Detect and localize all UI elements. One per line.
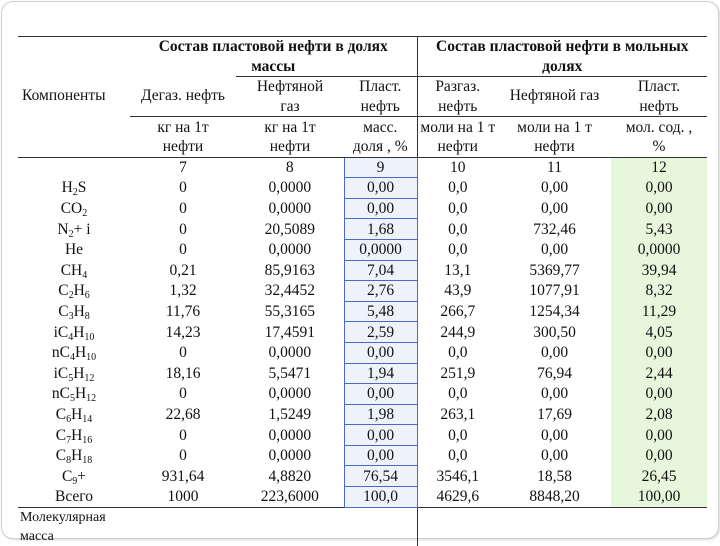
table-cell: 2,59 (344, 322, 417, 343)
table-cell: 11,76 (165, 303, 201, 321)
table-cell: 0,0 (417, 198, 498, 219)
table-cell: 3546,1 (417, 466, 498, 487)
table-cell: 0,00 (540, 426, 569, 444)
table-cell: 76,94 (537, 364, 572, 382)
table-cell: 0,00 (344, 178, 417, 199)
table-row (18, 260, 707, 281)
component-formula: He (64, 241, 84, 259)
razgaz-oil-header: Разгаз. (417, 77, 498, 97)
table-cell: 0,00 (344, 445, 417, 466)
table-cell: 32,4452 (264, 282, 315, 300)
table-cell: 22,68 (165, 405, 201, 423)
table-cell: 0 (179, 385, 187, 403)
table-cell: 0,0000 (268, 426, 312, 444)
unit-6b: % (652, 138, 666, 156)
component-formula: $H_2S$ (61, 179, 87, 199)
oil-gas-mol-header: Нефтяной газ (509, 86, 600, 104)
table-cell: 0,00 (344, 342, 417, 363)
table-cell: 17,4591 (264, 323, 315, 341)
table-cell: 5,43 (611, 219, 707, 240)
table-cell: 0,00 (611, 445, 707, 466)
unit-6: мол. сод. , (611, 117, 707, 137)
component-formula: $C_7H_{16}$ (55, 426, 93, 446)
table-cell: 14,23 (165, 323, 201, 341)
table-row (18, 466, 707, 487)
group-mol-header: Состав пластовой нефти в мольных (417, 37, 707, 57)
table-cell: 20,5089 (264, 220, 315, 238)
table-cell: 8,32 (611, 281, 707, 302)
table-cell: 85,9163 (264, 261, 315, 279)
unit-3b: доля , % (352, 138, 408, 156)
table-cell: 0,00 (344, 384, 417, 405)
oil-composition-table (18, 36, 707, 546)
unit-4b: нефти (417, 137, 498, 157)
table-cell: 43,9 (417, 281, 498, 302)
oil-gas-header-2: газ (280, 98, 300, 116)
table-cell: 266,7 (417, 301, 498, 322)
table-cell: 0 (179, 426, 187, 444)
plast-oil-header-2: нефть (360, 98, 400, 116)
table-cell: 0,00 (540, 241, 569, 259)
table-cell: 0,21 (169, 261, 197, 279)
table-cell: 0,0 (417, 239, 498, 260)
slide-frame (1, 1, 719, 544)
table-cell: 0,0000 (344, 239, 417, 260)
table-cell: 0,0000 (268, 179, 312, 197)
table-cell: 0,00 (611, 342, 707, 363)
table-cell: 1,5249 (268, 405, 312, 423)
unit-5b: нефти (534, 138, 575, 156)
table-cell: 0 (179, 200, 187, 218)
units-row-1 (18, 117, 707, 137)
plast-oil-header: Пласт. (344, 77, 417, 97)
table-cell: 0 (179, 344, 187, 362)
table-row (18, 281, 707, 302)
table-cell: 0,0 (417, 342, 498, 363)
table-row (18, 404, 707, 425)
total-cell: 1000 (167, 488, 199, 506)
table-row (18, 363, 707, 384)
component-formula: $CH_4$ (60, 261, 88, 281)
unit-2b: нефти (269, 138, 311, 156)
table-cell: 0,00 (611, 178, 707, 199)
unit-1b: нефти (162, 138, 204, 156)
header-row-1 (18, 37, 707, 57)
table-row (18, 219, 707, 240)
table-cell: 26,45 (611, 466, 707, 487)
table-cell: 5,5471 (268, 364, 312, 382)
column-number: 11 (498, 157, 611, 178)
table-cell: 0,0000 (611, 239, 707, 260)
molar-mass-row (18, 507, 707, 546)
table-cell: 0,0 (417, 425, 498, 446)
component-formula: $C_8H_{18}$ (55, 447, 93, 467)
table-cell: 13,1 (417, 260, 498, 281)
group-mass-header: Состав пластовой нефти в долях (130, 37, 417, 57)
component-formula: $nC_5H_{12}$ (51, 385, 97, 405)
razgaz-oil-header-2: нефть (417, 97, 498, 117)
table-cell: 0,00 (540, 200, 569, 218)
unit-5: моли на 1 т (498, 117, 611, 137)
table-cell: 244,9 (417, 322, 498, 343)
total-cell: 100,00 (611, 487, 707, 508)
table-cell: 2,76 (344, 281, 417, 302)
component-formula: $N_2+ i$ (57, 220, 91, 240)
table-cell: 2,44 (611, 363, 707, 384)
column-number: 12 (611, 157, 707, 178)
column-number-row (18, 157, 707, 178)
components-header: Компоненты (22, 86, 106, 104)
table-cell: 732,46 (533, 220, 576, 238)
group-mol-header-2: долях (417, 57, 707, 77)
component-formula: $CO_2$ (60, 200, 88, 220)
table-cell: 0,0000 (268, 385, 312, 403)
table-cell: 1254,34 (529, 303, 580, 321)
component-formula: $C_6H_{14}$ (55, 405, 93, 425)
table-cell: 0 (179, 179, 187, 197)
table-cell: 0,00 (540, 344, 569, 362)
table-row (18, 301, 707, 322)
table-cell: 0,00 (611, 384, 707, 405)
table-cell: 1,68 (344, 219, 417, 240)
table-cell: 1,94 (344, 363, 417, 384)
table-cell: 4,05 (611, 322, 707, 343)
table-cell: 39,94 (611, 260, 707, 281)
table-cell: 5,48 (344, 301, 417, 322)
table-cell: 0,00 (611, 198, 707, 219)
column-number: 8 (236, 157, 344, 178)
table-cell: 300,50 (533, 323, 576, 341)
column-number: 7 (130, 157, 236, 178)
table-cell: 1077,91 (529, 282, 580, 300)
table-cell: 17,69 (537, 405, 572, 423)
plast-oil2-header-2: нефть (639, 98, 679, 116)
component-formula: $C_9+$ (61, 467, 87, 487)
component-formula: $C_3H_8$ (58, 303, 90, 323)
table-row (18, 178, 707, 199)
table-cell: 0,0000 (268, 200, 312, 218)
component-formula: $iC_4H_{10}$ (53, 323, 95, 343)
plast-oil2-header: Пласт. (611, 77, 707, 97)
total-cell: 4629,6 (417, 487, 498, 508)
table-cell: 251,9 (417, 363, 498, 384)
unit-2: кг на 1т (236, 117, 344, 137)
table-cell: 5369,77 (529, 261, 580, 279)
table-cell: 931,64 (161, 467, 205, 485)
table-cell: 1,98 (344, 404, 417, 425)
column-number: 9 (344, 157, 417, 178)
table-cell: 0,00 (540, 447, 569, 465)
table-cell: 11,29 (611, 301, 707, 322)
table-cell: 0,0000 (268, 447, 312, 465)
table-cell: 0,00 (344, 198, 417, 219)
total-cell: 223,6000 (260, 488, 319, 506)
table-cell: 0,00 (540, 179, 569, 197)
unit-4: моли на 1 т (417, 117, 498, 137)
molar-mass-label: Молекулярная масса (18, 507, 130, 546)
oil-gas-header: Нефтяной (236, 77, 344, 97)
table-row (18, 342, 707, 363)
table-cell: 0,0 (417, 178, 498, 199)
table-cell: 0,00 (540, 385, 569, 403)
component-formula: $C_2H_6$ (58, 282, 90, 302)
header-row-2 (18, 57, 707, 77)
table-cell: 1,32 (169, 282, 197, 300)
table-cell: 7,04 (344, 260, 417, 281)
total-cell: 100,0 (344, 487, 417, 508)
table-cell: 0 (179, 220, 187, 238)
header-row-4 (18, 97, 707, 117)
unit-1: кг на 1т (130, 117, 236, 137)
table-row (18, 425, 707, 446)
table-cell: 0,0000 (268, 344, 312, 362)
component-formula: $iC_5H_{12}$ (53, 364, 95, 384)
table-cell: 0 (179, 447, 187, 465)
table-cell: 55,3165 (264, 303, 315, 321)
table-row (18, 384, 707, 405)
table-cell: 0,0000 (268, 241, 312, 259)
table-cell: 0,00 (611, 425, 707, 446)
table-cell: 0,0 (417, 219, 498, 240)
table-cell: 0,0 (417, 384, 498, 405)
total-row (18, 487, 707, 508)
total-label: Всего (54, 488, 93, 506)
total-cell: 8848,20 (529, 488, 580, 506)
table-cell: 76,54 (344, 466, 417, 487)
table-cell: 0,00 (344, 425, 417, 446)
table-row (18, 198, 707, 219)
units-row-2 (18, 137, 707, 157)
table-cell: 4,8820 (268, 467, 312, 485)
group-mass-header-2: массы (251, 57, 296, 75)
table-cell: 0 (179, 241, 187, 259)
table-cell: 18,58 (537, 467, 572, 485)
table-row (18, 322, 707, 343)
table-cell: 0,0 (417, 445, 498, 466)
unit-3: масс. (344, 117, 417, 137)
component-formula: $nC_4H_{10}$ (51, 344, 97, 364)
degas-oil-header: Дегаз. нефть (140, 86, 225, 104)
table-cell: 263,1 (417, 404, 498, 425)
table-cell: 2,08 (611, 404, 707, 425)
table-row (18, 445, 707, 466)
table-cell: 18,16 (165, 364, 201, 382)
column-number: 10 (417, 157, 498, 178)
table-row (18, 239, 707, 260)
